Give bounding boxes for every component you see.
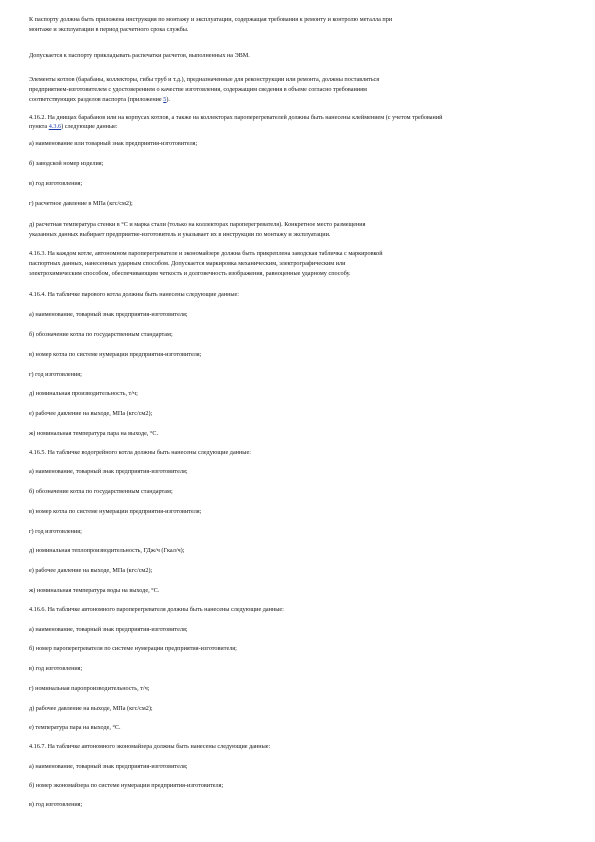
- list-item: б) номер пароперегревателя по системе нумерации предприятия-изготовителя;: [29, 645, 237, 652]
- list-item: а) наименование, товарный знак предприятия-изготовителя;: [29, 626, 188, 633]
- text-line: 4.16.3. На каждом котле, автономном пароперегревателе и экономайзере должна быть прикреплена заводская табличка с маркировкой: [29, 250, 383, 257]
- list-item: в) год изготовления;: [29, 801, 83, 808]
- appendix-5-link[interactable]: 5: [163, 96, 167, 103]
- text-fragment: пункта: [29, 123, 49, 130]
- text-line: 4.16.2. На днищах барабанов или на корпусах котлов, а также на коллекторах пароперегревателей должны быть нанесены клеймением (с учетом требований: [29, 114, 443, 121]
- list-item: г) номинальная паропроизводительность, т/ч;: [29, 685, 150, 692]
- list-item: е) рабочее давление на выходе, МПа (кгс/см2);: [29, 567, 153, 574]
- text-line: электрохимическим способом, обеспечивающим четкость и долговечность изображения, равноценные ударному способу.: [29, 270, 351, 277]
- text-line: указанных данных выбирает предприятие-изготовитель и указывает их в инструкции по монтажу и эксплуатации.: [29, 231, 331, 238]
- text-line: в) год изготовления;: [29, 180, 83, 187]
- section-heading: 4.16.5. На табличке водогрейного котла должны быть нанесены следующие данные:: [29, 449, 251, 456]
- list-item: д) рабочее давление на выходе, МПа (кгс/см2);: [29, 705, 153, 712]
- list-item: е) рабочее давление на выходе, МПа (кгс/см2);: [29, 410, 153, 417]
- text-line-with-link: [29, 96, 569, 104]
- text-line: а) наименование или товарный знак предприятия-изготовителя;: [29, 140, 198, 147]
- list-item: а) наименование, товарный знак предприятия-изготовителя;: [29, 763, 188, 770]
- list-item: г) год изготовления;: [29, 371, 82, 378]
- text-line: Допускается к паспорту прикладывать распечатки расчетов, выполненных на ЭВМ.: [29, 52, 250, 59]
- list-item: д) номинальная производительность, т/ч;: [29, 390, 138, 397]
- list-item: е) температура пара на выходе, °С.: [29, 724, 121, 731]
- text-line: д) расчетная температура стенки в °С и марка стали (только на коллекторах пароперегревателя). Конкретное место размещения: [29, 221, 366, 228]
- list-item: б) обозначение котла по государственным стандартам;: [29, 488, 173, 495]
- list-item: а) наименование, товарный знак предприятия-изготовителя;: [29, 311, 188, 318]
- clause-4-3-6-link[interactable]: 4.3.6: [48, 123, 62, 130]
- list-item: в) номер котла по системе нумерации предприятия-изготовителя;: [29, 351, 202, 358]
- text-line-with-link: [29, 123, 569, 131]
- list-item: ж) номинальная температура воды на выходе, °С.: [29, 587, 160, 594]
- list-item: в) год изготовления;: [29, 665, 83, 672]
- text-line: б) заводской номер изделия;: [29, 160, 104, 167]
- list-item: в) номер котла по системе нумерации предприятия-изготовителя;: [29, 508, 202, 515]
- text-line: монтаже и эксплуатации в период расчетного срока службы.: [29, 26, 189, 33]
- list-item: г) год изготовления;: [29, 528, 82, 535]
- text-line: паспортных данных, нанесенных ударным способом. Допускается маркировка механическим, электрографическим или: [29, 260, 346, 267]
- section-heading: 4.16.6. На табличке автономного пароперегревателя должны быть нанесены следующие данные:: [29, 606, 284, 613]
- list-item: д) номинальная теплопроизводительность, ГДж/ч (Гкал/ч);: [29, 547, 185, 554]
- list-item: б) обозначение котла по государственным стандартам;: [29, 331, 173, 338]
- section-heading: 4.16.4. На табличке парового котла должны быть нанесены следующие данные:: [29, 291, 240, 298]
- list-item: а) наименование, товарный знак предприятия-изготовителя;: [29, 468, 188, 475]
- text-line: предприятием-изготовителем с удостоверением о качестве изготовления, содержащим сведения в объеме согласно требованиям: [29, 86, 367, 93]
- text-line: К паспорту должна быть приложена инструкция по монтажу и эксплуатации, содержащая требования к ремонту и контролю металла при: [29, 16, 393, 23]
- text-line: г) расчетное давление в МПа (кгс/см2);: [29, 200, 133, 207]
- text-fragment: ).: [166, 96, 170, 103]
- list-item: б) номер экономайзера по системе нумерации предприятия-изготовителя;: [29, 782, 224, 789]
- list-item: ж) номинальная температура пара на выходе, °С.: [29, 430, 159, 437]
- section-heading: 4.16.7. На табличке автономного экономайзера должны быть нанесены следующие данные:: [29, 743, 271, 750]
- text-fragment: соответствующих разделов паспорта (приложение: [29, 96, 164, 103]
- text-line: Элементы котлов (барабаны, коллекторы, гибы труб и т.д.), предназначенные для реконструкции или ремонта, должны поставляться: [29, 76, 380, 83]
- text-fragment: ) следующие данные:: [61, 123, 118, 130]
